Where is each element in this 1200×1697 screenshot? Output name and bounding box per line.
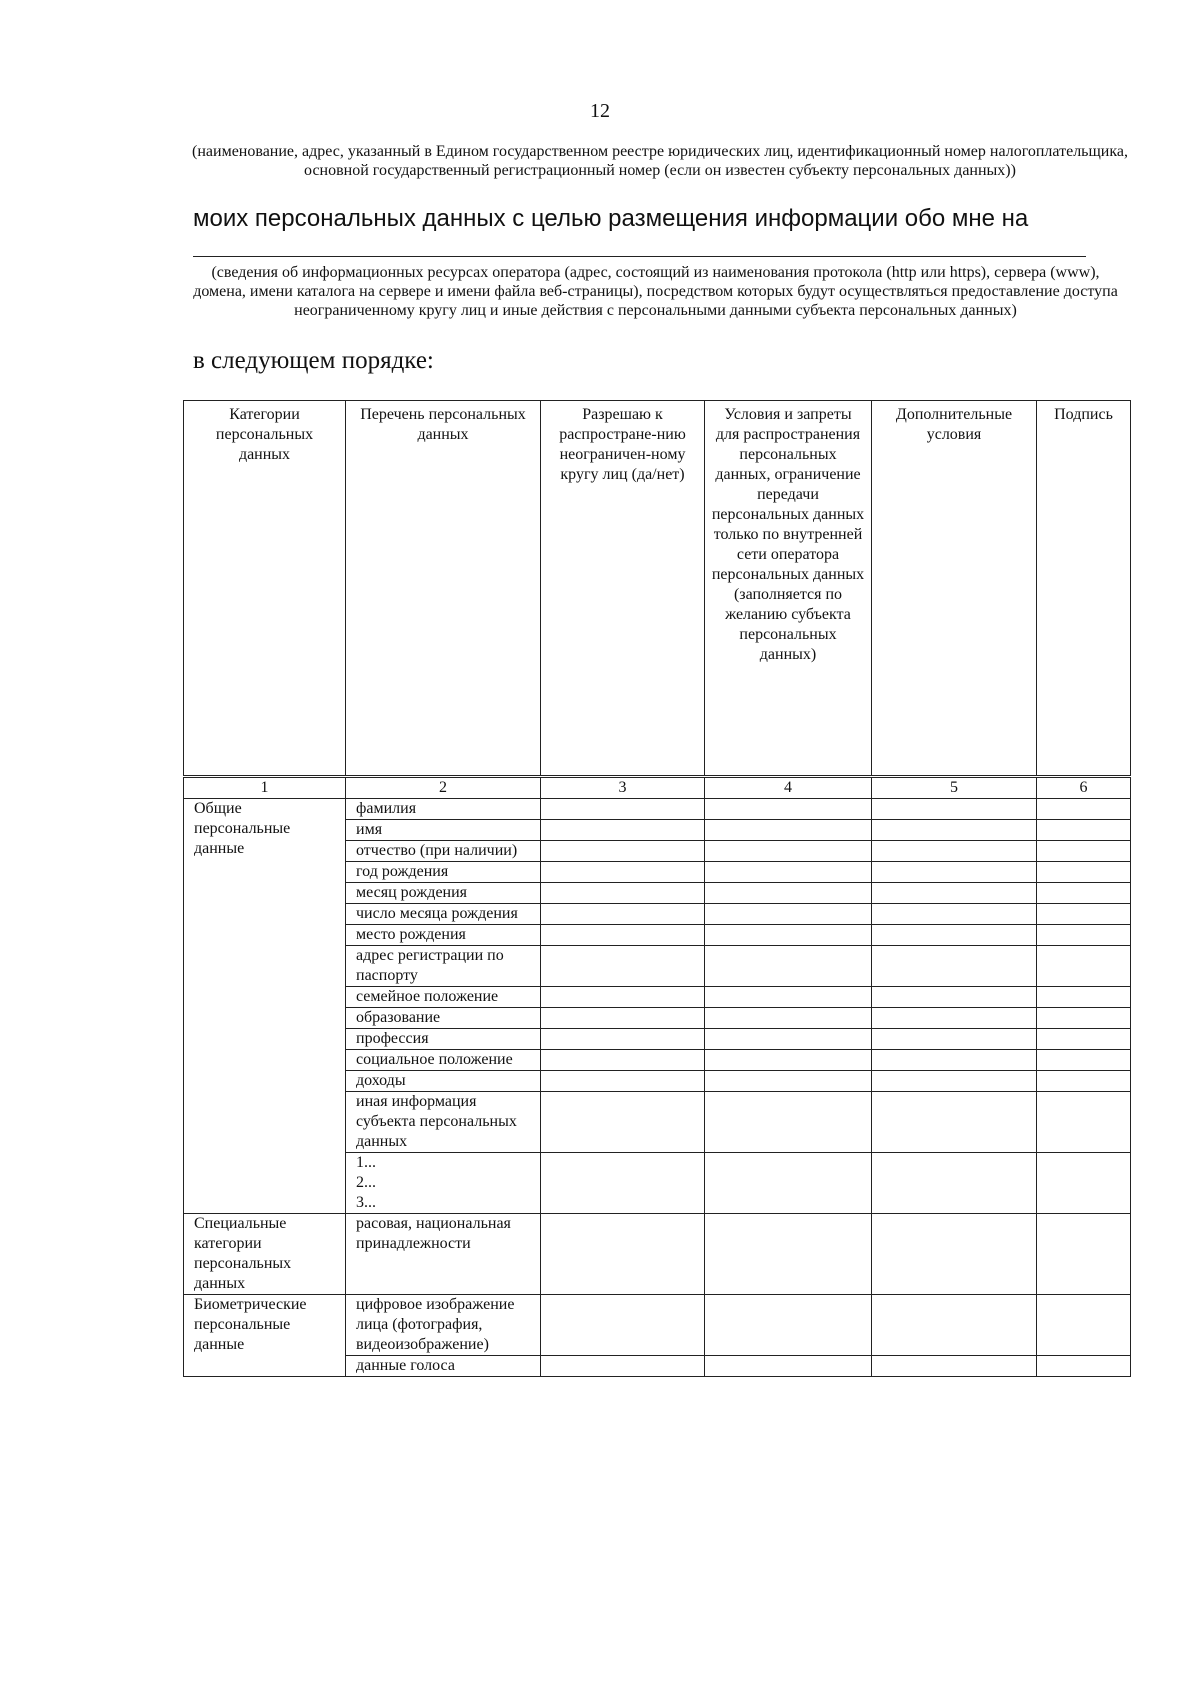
item-label: доходы [346, 1071, 541, 1092]
additional-cell[interactable] [872, 1029, 1037, 1050]
additional-cell[interactable] [872, 1356, 1037, 1377]
permit-cell[interactable] [541, 1092, 705, 1153]
conditions-cell[interactable] [705, 1153, 872, 1214]
additional-cell[interactable] [872, 987, 1037, 1008]
signature-cell[interactable] [1037, 1153, 1131, 1214]
additional-cell[interactable] [872, 904, 1037, 925]
category-general: Общие персональные данные [184, 799, 346, 1214]
additional-cell[interactable] [872, 1008, 1037, 1029]
conditions-cell[interactable] [705, 1071, 872, 1092]
item-label: имя [346, 820, 541, 841]
signature-cell[interactable] [1037, 1214, 1131, 1295]
permit-cell[interactable] [541, 1050, 705, 1071]
conditions-cell[interactable] [705, 1050, 872, 1071]
item-label: образование [346, 1008, 541, 1029]
item-label: данные голоса [346, 1356, 541, 1377]
header-list: Перечень персональных данных [346, 401, 541, 777]
additional-cell[interactable] [872, 883, 1037, 904]
signature-cell[interactable] [1037, 1295, 1131, 1356]
signature-cell[interactable] [1037, 987, 1131, 1008]
conditions-cell[interactable] [705, 820, 872, 841]
resources-caption: (сведения об информационных ресурсах оператора (адрес, состоящий из наименования протокола (http или https), сервера (www), домена, имени каталога на сервере и имени файла веб-страницы), посредством которых будут осуществляться предоставление доступа неограниченному кругу лиц и иные действия с персональными данными субъекта персональных данных) [193, 264, 1118, 319]
item-label: расовая, национальная принадлежности [346, 1214, 541, 1295]
order-line: в следующем порядке: [193, 347, 434, 374]
header-permit: Разрешаю к распростране-нию неограничен-ному кругу лиц (да/нет) [541, 401, 705, 777]
item-label: месяц рождения [346, 883, 541, 904]
permit-cell[interactable] [541, 987, 705, 1008]
permit-cell[interactable] [541, 1153, 705, 1214]
conditions-cell[interactable] [705, 862, 872, 883]
conditions-cell[interactable] [705, 1029, 872, 1050]
header-additional: Дополнительные условия [872, 401, 1037, 777]
item-label: место рождения [346, 925, 541, 946]
additional-cell[interactable] [872, 799, 1037, 820]
consent-table [183, 400, 1131, 1377]
permit-cell[interactable] [541, 883, 705, 904]
header-conditions: Условия и запреты для распространения персональных данных, ограничение передачи персональных данных только по внутренней сети оператора персональных данных (заполняется по желанию субъекта персональных данных) [705, 401, 872, 777]
conditions-cell[interactable] [705, 1356, 872, 1377]
operator-caption: (наименование, адрес, указанный в Едином государственном реестре юридических лиц, идентификационный номер налогоплательщика, основной государственный регистрационный номер (если он известен субъекту персональных данных)) [192, 143, 1128, 179]
purpose-line: моих персональных данных с целью размещения информации обо мне на [193, 205, 1029, 232]
signature-cell[interactable] [1037, 1356, 1131, 1377]
additional-cell[interactable] [872, 925, 1037, 946]
item-label: число месяца рождения [346, 904, 541, 925]
item-label: отчество (при наличии) [346, 841, 541, 862]
category-special: Специальные категории персональных данных [184, 1214, 346, 1295]
additional-cell[interactable] [872, 1295, 1037, 1356]
signature-cell[interactable] [1037, 1008, 1131, 1029]
signature-cell[interactable] [1037, 1071, 1131, 1092]
additional-cell[interactable] [872, 862, 1037, 883]
signature-cell[interactable] [1037, 883, 1131, 904]
permit-cell[interactable] [541, 1214, 705, 1295]
item-label: социальное положение [346, 1050, 541, 1071]
table-row [184, 1295, 1131, 1356]
permit-cell[interactable] [541, 946, 705, 987]
permit-cell[interactable] [541, 1008, 705, 1029]
conditions-cell[interactable] [705, 799, 872, 820]
extra-item[interactable]: 1... [356, 1154, 376, 1171]
conditions-cell[interactable] [705, 883, 872, 904]
additional-cell[interactable] [872, 1071, 1037, 1092]
permit-cell[interactable] [541, 820, 705, 841]
signature-cell[interactable] [1037, 862, 1131, 883]
permit-cell[interactable] [541, 1295, 705, 1356]
signature-cell[interactable] [1037, 799, 1131, 820]
page-number: 12 [590, 100, 610, 122]
conditions-cell[interactable] [705, 841, 872, 862]
conditions-cell[interactable] [705, 925, 872, 946]
additional-cell[interactable] [872, 1214, 1037, 1295]
header-categories: Категории персональных данных [184, 401, 346, 777]
permit-cell[interactable] [541, 904, 705, 925]
permit-cell[interactable] [541, 1356, 705, 1377]
item-label: год рождения [346, 862, 541, 883]
table-row [184, 799, 1131, 820]
item-label: семейное положение [346, 987, 541, 1008]
header-signature: Подпись [1037, 401, 1131, 777]
conditions-cell[interactable] [705, 1214, 872, 1295]
signature-cell[interactable] [1037, 1092, 1131, 1153]
permit-cell[interactable] [541, 925, 705, 946]
conditions-cell[interactable] [705, 1092, 872, 1153]
item-label: профессия [346, 1029, 541, 1050]
column-number: 1 [184, 777, 346, 799]
column-number-row [184, 777, 1131, 799]
additional-cell[interactable] [872, 1050, 1037, 1071]
category-biometric: Биометрические персональные данные [184, 1295, 346, 1377]
additional-cell[interactable] [872, 841, 1037, 862]
column-number: 3 [541, 777, 705, 799]
item-label: иная информация субъекта персональных данных [346, 1092, 541, 1153]
additional-cell[interactable] [872, 820, 1037, 841]
column-number: 6 [1037, 777, 1131, 799]
additional-cell[interactable] [872, 1092, 1037, 1153]
signature-cell[interactable] [1037, 1029, 1131, 1050]
signature-cell[interactable] [1037, 1050, 1131, 1071]
column-number: 4 [705, 777, 872, 799]
permit-cell[interactable] [541, 799, 705, 820]
conditions-cell[interactable] [705, 946, 872, 987]
signature-cell[interactable] [1037, 820, 1131, 841]
permit-cell[interactable] [541, 1071, 705, 1092]
item-label: адрес регистрации по паспорту [346, 946, 541, 987]
resources-blank-line[interactable] [193, 256, 1086, 257]
signature-cell[interactable] [1037, 946, 1131, 987]
permit-cell[interactable] [541, 1029, 705, 1050]
conditions-cell[interactable] [705, 1008, 872, 1029]
signature-cell[interactable] [1037, 841, 1131, 862]
column-number: 5 [872, 777, 1037, 799]
column-number: 2 [346, 777, 541, 799]
conditions-cell[interactable] [705, 1295, 872, 1356]
conditions-cell[interactable] [705, 904, 872, 925]
table-row [184, 1214, 1131, 1295]
item-label: цифровое изображение лица (фотография, видеоизображение) [346, 1295, 541, 1356]
signature-cell[interactable] [1037, 925, 1131, 946]
permit-cell[interactable] [541, 841, 705, 862]
extra-item[interactable]: 2... [356, 1174, 376, 1191]
extra-items [346, 1153, 541, 1214]
extra-item[interactable]: 3... [356, 1194, 376, 1211]
table-header-row [184, 401, 1131, 777]
signature-cell[interactable] [1037, 904, 1131, 925]
permit-cell[interactable] [541, 862, 705, 883]
additional-cell[interactable] [872, 946, 1037, 987]
conditions-cell[interactable] [705, 987, 872, 1008]
additional-cell[interactable] [872, 1153, 1037, 1214]
item-label: фамилия [346, 799, 541, 820]
